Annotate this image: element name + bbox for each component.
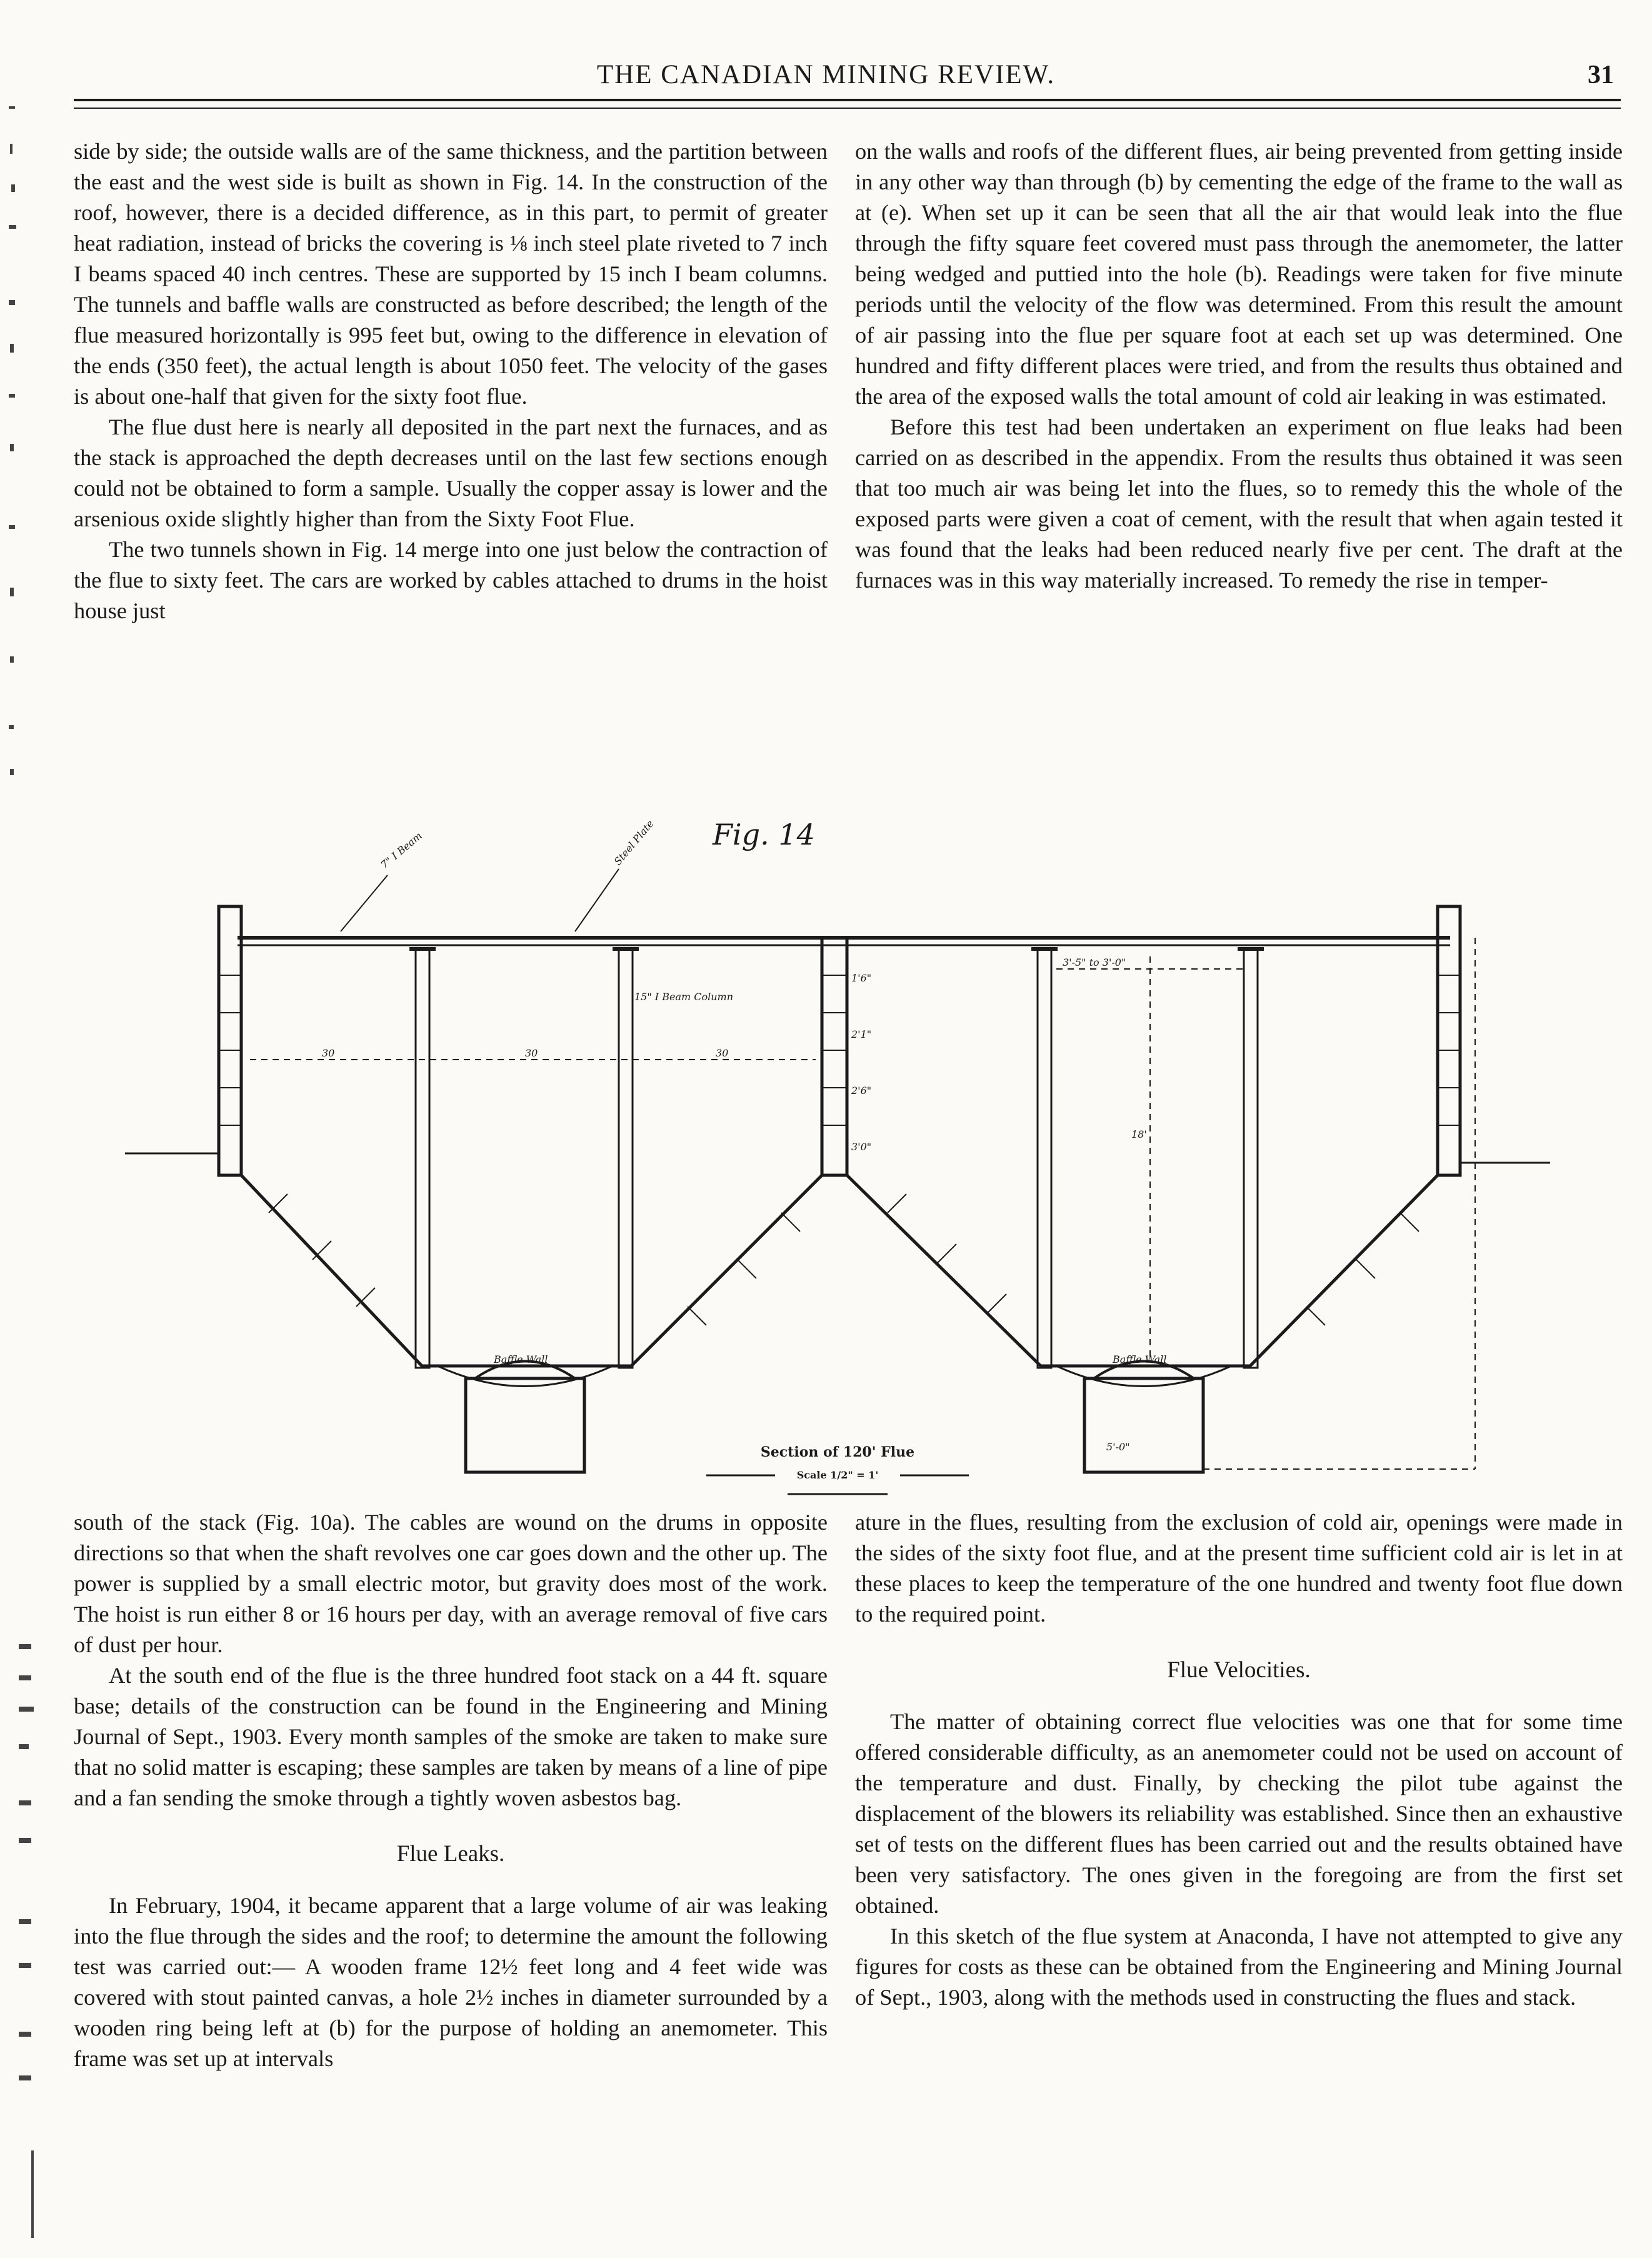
figure-label: Fig. 14 [713, 818, 815, 851]
annotation-roof-right: Steel Plate [611, 818, 656, 868]
paragraph: side by side; the outside walls are of the same thickness, and the partition between the east and the west side is built as shown in Fig. 14. In the construction of the roof, however, there is a decided difference, as in this part, to permit of greater heat radiation, instead of bricks the covering is ⅛ inch steel plate riveted to 7 inch I beams spaced 40 inch centres. These are supported by 15 inch I beam columns. The tunnels and baffle walls are constructed as before described; the length of the flue measured horizontally is 995 feet but, owing to the difference in elevation of the ends (350 feet), the actual length is about 1050 feet. The velocity of the gases is about one-half that given for the sixty foot flue. [74, 139, 828, 409]
figure-scale: Scale 1/2" = 1' [796, 1469, 879, 1481]
annotation-baffle-right: Baffle Wall [1113, 1353, 1167, 1365]
annotation-span-2: 30 [525, 1047, 538, 1059]
column-left-top [74, 136, 828, 626]
paragraph: on the walls and roofs of the different flues, air being prevented from getting inside in any other way than through (b) by cementing the edge of the frame to the wall as at (e). When set up it can be seen that all the air that would leak into the flue through the fifty square feet covered must pass through the anemometer, the latter being wedged and puttied into the hole (b). Readings were taken for five minute periods until the velocity of the flow was determined. From this result the amount of air passing into the flue per square foot at each set up was determined. One hundred and fifty different places were tried, and from the results thus obtained and the area of the exposed walls the total amount of cold air leaking in was estimated. [855, 139, 1623, 409]
running-title: THE CANADIAN MINING REVIEW. [596, 60, 1056, 89]
scan-margin-marks [0, 94, 63, 2250]
annotation-wall-4: 3'0" [851, 1141, 872, 1153]
page-number: 31 [1588, 61, 1614, 89]
annotation-wall-1: 1'6" [851, 972, 872, 984]
annotation-wall-3: 2'6" [851, 1085, 872, 1096]
annotation-baffle-left: Baffle Wall [494, 1353, 548, 1365]
annotation-height: 18' [1131, 1128, 1147, 1140]
annotation-tunnel: 5'-0" [1106, 1441, 1130, 1453]
paragraph: At the south end of the flue is the three hundred foot stack on a 44 ft. square base; details of the construction can be found in the Engineering and Mining Journal of Sept., 1903. Every month samples of the smoke are taken to make sure that no solid matter is escaping; these samples are taken by means of a line of pipe and a fan sending the smoke through a tightly woven asbestos bag. [74, 1663, 828, 1810]
paragraph: In February, 1904, it became apparent that a large volume of air was leaking into the flue through the sides and the roof; to determine the amount the following test was carried out:— A wooden frame 12½ feet long and 4 feet wide was covered with stout painted canvas, a hole 2½ inches in diameter surrounded by a wooden ring being left at (b) for the purpose of holding an anemometer. This frame was set up at intervals [74, 1893, 828, 2071]
annotation-column: 15" I Beam Column [634, 991, 734, 1003]
annotation-roof-left: 7" I Beam [378, 830, 424, 871]
flue-section-diagram [125, 813, 1563, 1497]
header-rule [74, 99, 1621, 101]
section-heading-flue-leaks: Flue Leaks. [396, 1841, 505, 1867]
annotation-right-span: 3'-5" to 3'-0" [1063, 956, 1126, 968]
annotation-span-3: 30 [716, 1047, 729, 1059]
paragraph: Before this test had been undertaken an experiment on flue leaks had been carried on as described in the appendix. From the results thus obtained it was seen that too much air was being let into the flues, so to remedy this the whole of the exposed parts were given a coat of cement, with the result that when again tested it was found that the leaks had been reduced nearly five per cent. The draft at the furnaces was in this way materially increased. To remedy the rise in temper- [855, 414, 1623, 593]
column-left-bottom [74, 1507, 828, 2074]
annotation-span-1: 30 [322, 1047, 335, 1059]
paragraph: south of the stack (Fig. 10a). The cables are wound on the drums in opposite directions so that when the shaft revolves one car goes down and the other up. The power is supplied by a small electric motor, but gravity does most of the work. The hoist is run either 8 or 16 hours per day, with an average removal of five cars of dust per hour. [74, 1510, 828, 1657]
paragraph: The two tunnels shown in Fig. 14 merge into one just below the contraction of the flue to sixty feet. The cars are worked by cables attached to drums in the hoist house just [74, 537, 828, 623]
annotation-wall-2: 2'1" [851, 1028, 872, 1040]
header-rule-thin [74, 108, 1621, 109]
paragraph: In this sketch of the flue system at Anaconda, I have not attempted to give any figures for costs as these can be obtained from the Engineering and Mining Journal of Sept., 1903, along with the methods used in constructing the flues and stack. [855, 1924, 1623, 2010]
column-right-bottom [855, 1507, 1623, 2013]
paragraph: ature in the flues, resulting from the exclusion of cold air, openings were made in the sides of the sixty foot flue, and at the present time sufficient cold air is let in at these places to keep the temperature of the one hundred and twenty foot flue down to the required point. [855, 1510, 1623, 1627]
figure-caption: Section of 120' Flue [760, 1444, 915, 1460]
paragraph: The matter of obtaining correct flue velocities was one that for some time offered considerable difficulty, as an anemometer could not be used on account of the temperature and dust. Finally, by checking the pilot tube against the displacement of the blowers its reliability was established. Since then an exhaustive set of tests on the different flues has been carried out and the results obtained have been very satisfactory. The ones given in the foregoing are from the first set obtained. [855, 1709, 1623, 1918]
section-heading-flue-velocities: Flue Velocities. [1167, 1657, 1311, 1683]
paragraph: The flue dust here is nearly all deposited in the part next the furnaces, and as the stack is approached the depth decreases until on the last few sections enough could not be obtained to form a sample. Usually the copper assay is lower and the arsenious oxide slightly higher than from the Sixty Foot Flue. [74, 414, 828, 531]
column-right-top [855, 136, 1623, 596]
